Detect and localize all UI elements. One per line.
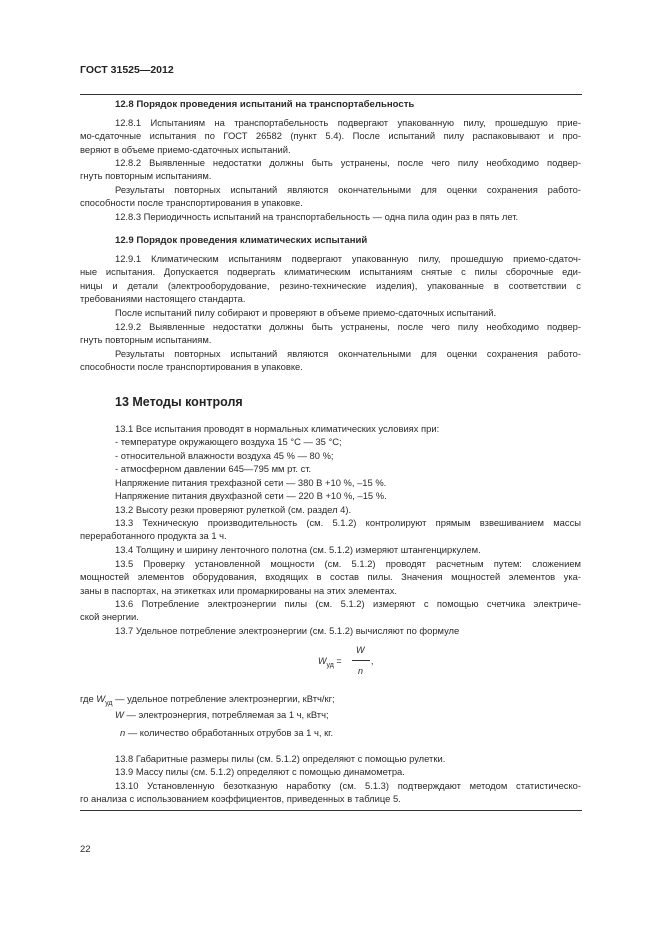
paragraph-line: ные испытания. Допускается подвергать климатическим испытаниям снятые с пилы сборочные еди-: [80, 266, 581, 278]
paragraph-line: 13.5 Проверку установленной мощности (см. 5.1.2) проводят расчетным путем: сложением: [115, 558, 581, 569]
paragraph-line: 12.9.1 Климатическим испытаниям подвергают упакованную пилу, прошедшую приемо-сдаточ-: [115, 253, 581, 264]
legend-w-ud: [80, 693, 581, 710]
legend-n: [120, 727, 621, 739]
legend-text: — количество обработанных отрубов за 1 ч, кг.: [125, 727, 334, 738]
paragraph-line: 13.10 Установленную безотказную наработку (см. 5.1.3) подтверждают методом статистическо-: [115, 780, 581, 791]
legend-text: — электроэнергия, потребляемая за 1 ч, кВтч;: [123, 709, 329, 720]
fraction-bar: [352, 660, 370, 661]
bottom-rule: [80, 810, 582, 811]
section-heading: 12.8 Порядок проведения испытаний на транспортабельность: [115, 99, 415, 110]
paragraph-line: заны в паспортах, на этикетках или промаркированы на этих элементах.: [80, 584, 398, 596]
section-heading: 12.9 Порядок проведения климатических испытаний: [115, 235, 368, 246]
paragraph-line: гнуть повторным испытаниям.: [80, 170, 212, 182]
formula-denominator: n: [358, 666, 364, 676]
paragraph-line: требованиями настоящего стандарта.: [80, 293, 246, 305]
paragraph-line: - атмосферном давлении 645—795 мм рт. ст.: [115, 463, 312, 474]
formula-eq: =: [333, 656, 342, 666]
paragraph-line: Напряжение питания трехфазной сети — 380 В +10 %, –15 %.: [115, 477, 387, 488]
paragraph-line: После испытаний пилу собирают и проверяют в объеме приемо-сдаточных испытаний.: [115, 307, 497, 318]
paragraph-line: - относительной влажности воздуха 45 % — 80 %;: [115, 450, 334, 461]
paragraph-line: 13.4 Толщину и ширину ленточного полотна (см. 5.1.2) измеряют штангенциркулем.: [115, 544, 481, 555]
paragraph-line: Напряжение питания двухфазной сети — 220 В +10 %, –15 %.: [115, 490, 387, 501]
formula-sub: уд: [326, 661, 334, 669]
paragraph-line: 12.8.2 Выявленные недостатки должны быть устранены, после чего пилу необходимо подвер-: [115, 157, 581, 168]
formula-w: W: [318, 656, 327, 666]
paragraph-line: ницы и детали (электрооборудование, резино-технические изделия), упакованные в соответствии с: [80, 279, 581, 291]
var-w: W: [115, 709, 124, 720]
document-header: ГОСТ 31525—2012: [80, 64, 174, 76]
paragraph-line: Результаты повторных испытаний являются окончательными для оценки сохранения работо-: [115, 184, 581, 195]
page-number: 22: [80, 844, 91, 855]
paragraph-line: гнуть повторным испытаниям.: [80, 334, 212, 346]
paragraph-line: мо-сдаточные испытания по ГОСТ 26582 (пункт 5.4). После испытаний пилу распаковывают и про-: [80, 130, 581, 142]
paragraph-line: 13.9 Массу пилы (см. 5.1.2) определяют с помощью динамометра.: [115, 766, 405, 777]
paragraph-line: - температуре окружающего воздуха 15 °С — 35 °С;: [115, 436, 342, 447]
paragraph-line: веряют в объеме приемо-сдаточных испытаний.: [80, 143, 291, 155]
var-n: n: [120, 727, 126, 738]
paragraph-line: 13.7 Удельное потребление электроэнергии (см. 5.1.2) вычисляют по формуле: [115, 625, 460, 636]
paragraph-line: 12.9.2 Выявленные недостатки должны быть устранены, после чего пилу необходимо подвер-: [115, 321, 581, 332]
paragraph-line: 13.1 Все испытания проводят в нормальных климатических условиях при:: [115, 423, 440, 434]
paragraph-line: ской энергии.: [80, 611, 139, 623]
paragraph-line: 13.3 Техническую производительность (см. 5.1.2) контролируют прямым взвешиванием массы: [115, 517, 581, 528]
paragraph-line: Результаты повторных испытаний являются окончательными для оценки сохранения работо-: [115, 348, 581, 359]
paragraph-line: способности после транспортирования в упаковке.: [80, 197, 303, 209]
var-sub: уд: [105, 699, 113, 707]
paragraph-line: 13.6 Потребление электроэнергии пилы (см. 5.1.2) измеряют с помощью счетчика электриче-: [115, 598, 581, 609]
paragraph-line: 12.8.1 Испытаниям на транспортабельность подвергают упакованную пилу, прошедшую прие-: [115, 117, 581, 128]
legend-text: — удельное потребление электроэнергии, кВтч/кг;: [112, 693, 335, 704]
legend-w: [115, 709, 616, 721]
paragraph-line: го анализа с использованием коэффициентов, приведенных в таблице 5.: [80, 793, 401, 805]
paragraph-line: мощностей элементов оборудования, входящих в состав пилы. Значения мощностей элементов ука-: [80, 571, 581, 583]
paragraph-line: переработанного продукта за 1 ч.: [80, 530, 227, 542]
top-rule: [80, 94, 582, 95]
section-heading: 13 Методы контроля: [115, 395, 243, 409]
where-label: где: [80, 693, 94, 704]
paragraph-line: 12.8.3 Периодичность испытаний на транспортабельность — одна пила один раз в пять лет.: [115, 211, 519, 222]
formula-lhs: [318, 656, 342, 669]
paragraph-line: 13.8 Габаритные размеры пилы (см. 5.1.2) определяют с помощью рулетки.: [115, 753, 446, 764]
formula-comma: ,: [371, 656, 374, 666]
var-w: W: [96, 693, 106, 704]
formula-numerator: W: [356, 645, 365, 655]
paragraph-line: 13.2 Высоту резки проверяют рулеткой (см. раздел 4).: [115, 504, 352, 515]
paragraph-line: способности после транспортирования в упаковке.: [80, 361, 303, 373]
